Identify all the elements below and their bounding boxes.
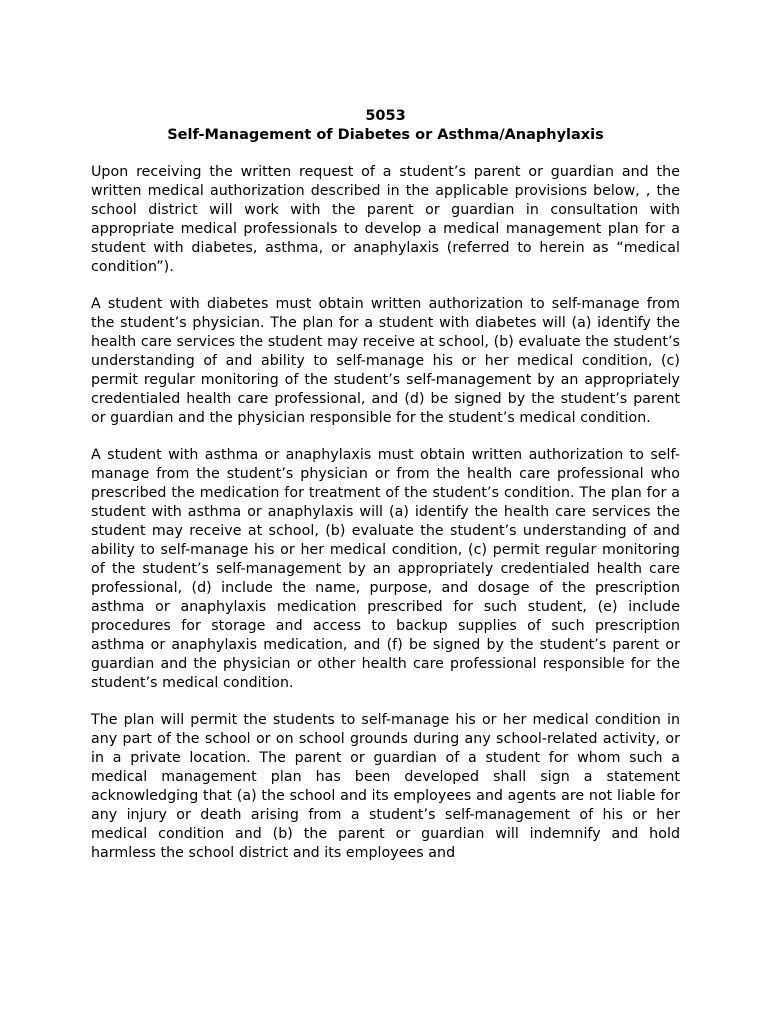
document-header: [91, 107, 680, 145]
policy-number: 5053: [365, 108, 406, 124]
paragraph-diabetes: A student with diabetes must obtain written authorization to self-manage from the student’s physician. The plan for a student with diabetes will (a) identify the health care services the student may receive at school, (b) evaluate the student’s understanding of and ability to self-manage his or her medical condition, (c) permit regular monitoring of the student’s self-management by an appropriately credentialed health care professional, and (d) be signed by the student’s parent or guardian and the physician responsible for the student’s medical condition.: [91, 296, 680, 426]
document-title: Self-Management of Diabetes or Asthma/Anaphylaxis: [167, 127, 604, 143]
paragraph-intro: Upon receiving the written request of a student’s parent or guardian and the written medical authorization described in the applicable provisions below, , the school district will work with the parent or guardian in consultation with appropriate medical professionals to develop a medical management plan for a student with diabetes, asthma, or anaphylaxis (referred to herein as “medical condition”).: [91, 164, 680, 275]
paragraph-plan-permissions: The plan will permit the students to self-manage his or her medical condition in any part of the school or on school grounds during any school-related activity, or in a private location. The parent or guardian of a student for whom such a medical management plan has been developed shall sign a statement acknowledging that (a) the school and its employees and agents are not liable for any injury or death arising from a student’s self-management of his or her medical condition and (b) the parent or guardian will indemnify and hold harmless the school district and its employees and: [91, 712, 680, 861]
paragraph-asthma-anaphylaxis: A student with asthma or anaphylaxis must obtain written authorization to self-manage from the student’s physician or from the health care professional who prescribed the medication for treatment of the student’s condition. The plan for a student with asthma or anaphylaxis will (a) identify the health care services the student may receive at school, (b) evaluate the student’s understanding of and ability to self-manage his or her medical condition, (c) permit regular monitoring of the student’s self-management by an appropriately credentialed health care professional, (d) include the name, purpose, and dosage of the prescription asthma or anaphylaxis medication prescribed for such student, (e) include procedures for storage and access to backup supplies of such prescription asthma or anaphylaxis medication, and (f) be signed by the student’s parent or guardian and the physician or other health care professional responsible for the student’s medical condition.: [91, 447, 680, 691]
document-page: [91, 107, 680, 881]
